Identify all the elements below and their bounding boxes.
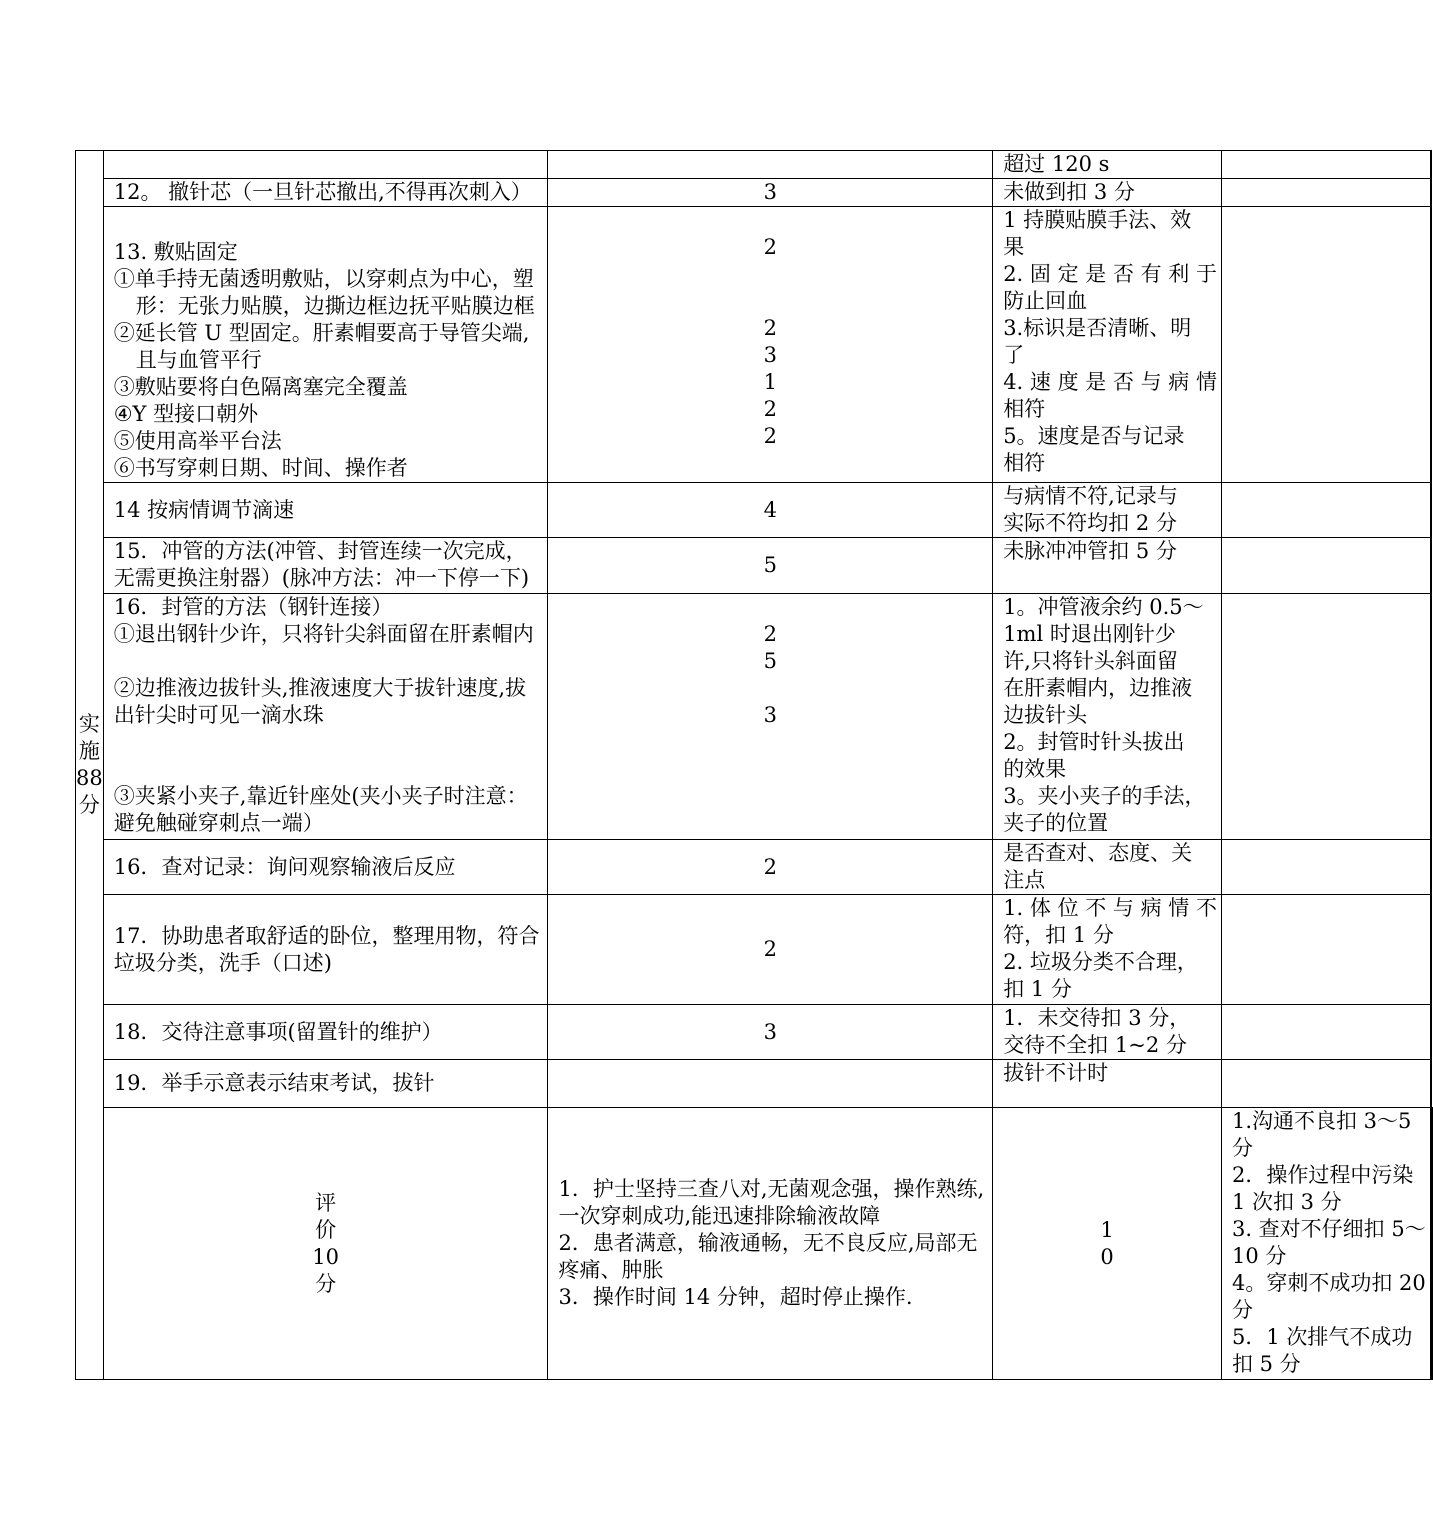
- table-row: [76, 594, 1433, 840]
- blank-cell: [1221, 538, 1430, 594]
- blank-cell: [1221, 207, 1430, 483]
- blank-cell: [1221, 1005, 1430, 1060]
- item-cell: 16．查对记录：询问观察输液后反应: [103, 840, 548, 895]
- blank-cell: [1430, 151, 1431, 179]
- table-row: [76, 151, 1433, 179]
- score-cell: 1 0: [993, 1108, 1222, 1380]
- section-evaluation: 评 价 10 分: [103, 1108, 548, 1380]
- blank-cell: [1430, 483, 1431, 538]
- blank-cell: [1430, 840, 1431, 895]
- table-row: [76, 483, 1433, 538]
- score-cell: 4: [548, 483, 993, 538]
- item-cell: 14 按病情调节滴速: [103, 483, 548, 538]
- table-row: [76, 179, 1433, 207]
- item-cell: 1．护士坚持三查八对,无菌观念强，操作熟练, 一次穿刺成功,能迅速排除输液故障 2．患者满意，输液通畅，无不良反应,局部无 疼痛、肿胀 3．操作时间 14 分钟，超时停止操作.: [548, 1108, 993, 1380]
- score-cell: 2: [548, 895, 993, 1005]
- blank-cell: [1430, 895, 1431, 1005]
- item-cell: 16．封管的方法（钢针连接） ①退出钢针少许，只将针尖斜面留在肝素帽内 ②边推液边拔针头,推液速度大于拔针速度,拔 出针尖时可见一滴水珠 ③夹紧小夹子,靠近针座处(夹小夹子时注意： 避免触碰穿刺点一端）: [103, 594, 548, 840]
- item-cell: [103, 151, 548, 179]
- deduction-cell: 拔针不计时: [993, 1060, 1222, 1108]
- table-row: [76, 895, 1433, 1005]
- score-cell: [548, 151, 993, 179]
- deduction-cell: 未做到扣 3 分: [993, 179, 1222, 207]
- table-row: [76, 1108, 1433, 1380]
- item-cell: 15．冲管的方法(冲管、封管连续一次完成， 无需更换注射器）(脉冲方法：冲一下停一下): [103, 538, 548, 594]
- deduction-cell: 1.沟通不良扣 3～5 分 2．操作过程中污染 1 次扣 3 分 3. 查对不仔细扣 5～ 10 分 4。穿刺不成功扣 20 分 5．1 次排气不成功 扣 5 分: [1221, 1108, 1430, 1380]
- table-row: [76, 207, 1433, 483]
- blank-cell: [1221, 594, 1430, 840]
- deduction-cell: 1．未交待扣 3 分， 交待不全扣 1~2 分: [993, 1005, 1222, 1060]
- deduction-cell: 与病情不符,记录与 实际不符均扣 2 分: [993, 483, 1222, 538]
- score-cell: [548, 1060, 993, 1108]
- blank-cell: [1430, 594, 1431, 840]
- score-cell: 3: [548, 179, 993, 207]
- score-cell: 2 2 3 1 2 2: [548, 207, 993, 483]
- deduction-cell: 未脉冲冲管扣 5 分: [993, 538, 1222, 594]
- blank-cell: [1221, 840, 1430, 895]
- deduction-cell: 1. 体 位 不 与 病 情 不 符，扣 1 分 2. 垃圾分类不合理， 扣 1 分: [993, 895, 1222, 1005]
- score-cell: 3: [548, 1005, 993, 1060]
- deduction-cell: 超过 120 s: [993, 151, 1222, 179]
- blank-cell: [1221, 483, 1430, 538]
- item-cell: 17．协助患者取舒适的卧位，整理用物，符合 垃圾分类，洗手（口述): [103, 895, 548, 1005]
- deduction-cell: 1。冲管液余约 0.5～ 1ml 时退出刚针少 许,只将针头斜面留 在肝素帽内，边推液 边拔针头 2。封管时针头拔出 的效果 3。夹小夹子的手法， 夹子的位置: [993, 594, 1222, 840]
- blank-cell: [1221, 151, 1430, 179]
- score-cell: 5: [548, 538, 993, 594]
- blank-cell: [1430, 1060, 1431, 1108]
- blank-cell: [1431, 1108, 1432, 1380]
- blank-cell: [1430, 1005, 1431, 1060]
- blank-cell: [1430, 207, 1431, 483]
- score-cell: 2: [548, 840, 993, 895]
- score-cell: 2 5 3: [548, 594, 993, 840]
- table-row: [76, 538, 1433, 594]
- item-cell: 18．交待注意事项(留置针的维护）: [103, 1005, 548, 1060]
- table-row: [76, 1060, 1433, 1108]
- scoring-table: [75, 150, 1433, 1380]
- deduction-cell: 1 持膜贴膜手法、效 果 2. 固 定 是 否 有 利 于 防止回血 3.标识是否清晰、明 了 4. 速 度 是 否 与 病 情 相符 5。速度是否与记录 相符: [993, 207, 1222, 483]
- blank-cell: [1430, 179, 1431, 207]
- blank-cell: [1430, 538, 1431, 594]
- table-row: [76, 1005, 1433, 1060]
- table-row: [76, 840, 1433, 895]
- blank-cell: [1221, 179, 1430, 207]
- section-implementation: 实 施 88 分: [76, 151, 104, 1380]
- item-cell: 13. 敷贴固定 ①单手持无菌透明敷贴，以穿刺点为中心，塑 形：无张力贴膜，边撕边框边抚平贴膜边框 ②延长管 U 型固定。肝素帽要高于导管尖端, 且与血管平行 ③敷贴要将白色隔离塞完全覆盖 ④Y 型接口朝外 ⑤使用高举平台法 ⑥书写穿刺日期、时间、操作者: [103, 207, 548, 483]
- blank-cell: [1221, 895, 1430, 1005]
- item-cell: 12。 撤针芯（一旦针芯撤出,不得再次刺入）: [103, 179, 548, 207]
- blank-cell: [1221, 1060, 1430, 1108]
- deduction-cell: 是否查对、态度、关 注点: [993, 840, 1222, 895]
- item-cell: 19．举手示意表示结束考试，拔针: [103, 1060, 548, 1108]
